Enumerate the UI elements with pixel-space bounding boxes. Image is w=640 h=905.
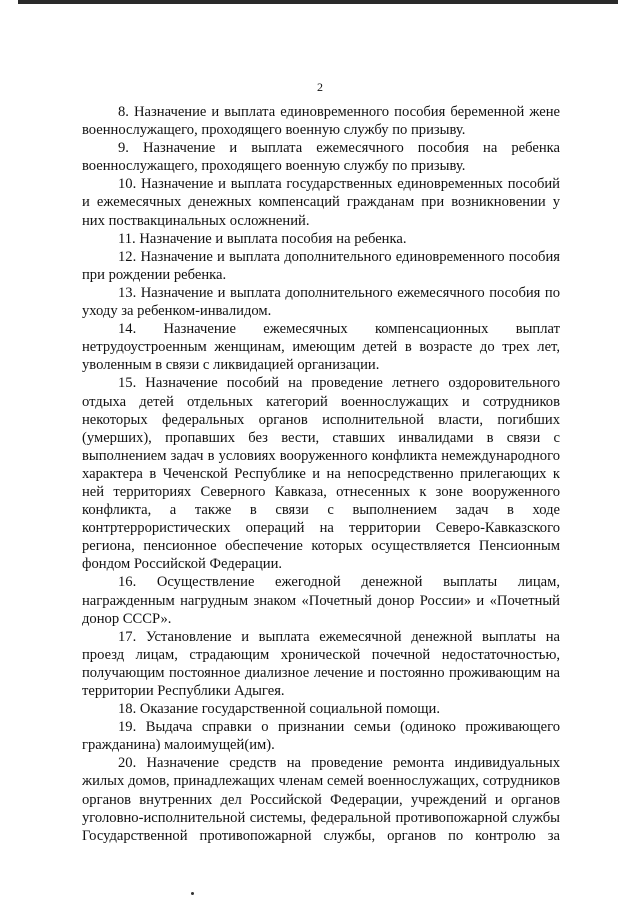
list-item: 8. Назначение и выплата единовременного пособия беременной жене военнослужащего, проходящего военную службу по призыву. (82, 104, 560, 139)
list-item: 14. Назначение ежемесячных компенсационных выплат нетрудоустроенным женщинам, имеющим детей в возрасте до трех лет, уволенным в связи с ликвидацией организации. (82, 321, 560, 374)
list-item: 19. Выдача справки о признании семьи (одиноко проживающего гражданина) малоимущей(им). (82, 719, 560, 754)
page-number: 2 (317, 80, 323, 94)
list-item: 10. Назначение и выплата государственных единовременных пособий и ежемесячных денежных компенсаций гражданам при возникновении у них поствакцинальных осложнений. (82, 176, 560, 229)
list-item: 20. Назначение средств на проведение ремонта индивидуальных жилых домов, принадлежащих членам семей военнослужащих, сотрудников органов внутренних дел Российской Федерации, учреждений и органов уголовно-исполнительной системы, федеральной противопожарной службы Государственной противопожарной службы, органов по контролю за (82, 755, 560, 844)
list-item: 17. Установление и выплата ежемесячной денежной выплаты на проезд лицам, страдающим хронической почечной недостаточностью, получающим постоянное диализное лечение и постоянно проживающим на территории Республики Адыгея. (82, 628, 560, 699)
list-item: 13. Назначение и выплата дополнительного ежемесячного пособия по уходу за ребенком-инвалидом. (82, 284, 560, 320)
document-body (82, 103, 560, 845)
list-item: 12. Назначение и выплата дополнительного единовременного пособия при рождении ребенка. (82, 248, 560, 283)
list-item: 15. Назначение пособий на проведение летнего оздоровительного отдыха детей отдельных категорий военнослужащих и сотрудников некоторых федеральных органов исполнительной власти, погибших (умерших), пропавших без вести, ставших инвалидами в связи с выполнением задач в условиях вооруженного конфликта немеждународного характера в Чеченской Республике и на непосредственно прилегающих к ней территориях Северного Кавказа, отнесенных к зоне вооруженного конфликта, а также в связи с выполнением задач в ходе контртеррористических операций на территории Северо-Кавказского региона, пенсионное обеспечение которых осуществляется Пенсионным фондом Российской Федерации. (82, 375, 560, 573)
list-item: 18. Оказание государственной социальной помощи. (118, 701, 440, 718)
scan-top-edge (18, 0, 618, 4)
list-item: 16. Осуществление ежегодной денежной выплаты лицам, награжденным нагрудным знаком «Почетный донор России» и «Почетный донор СССР». (82, 574, 560, 627)
scan-speck (191, 892, 194, 895)
list-item: 11. Назначение и выплата пособия на ребенка. (118, 230, 407, 247)
list-item: 9. Назначение и выплата ежемесячного пособия на ребенка военнослужащего, проходящего военную службу по призыву. (82, 140, 560, 175)
